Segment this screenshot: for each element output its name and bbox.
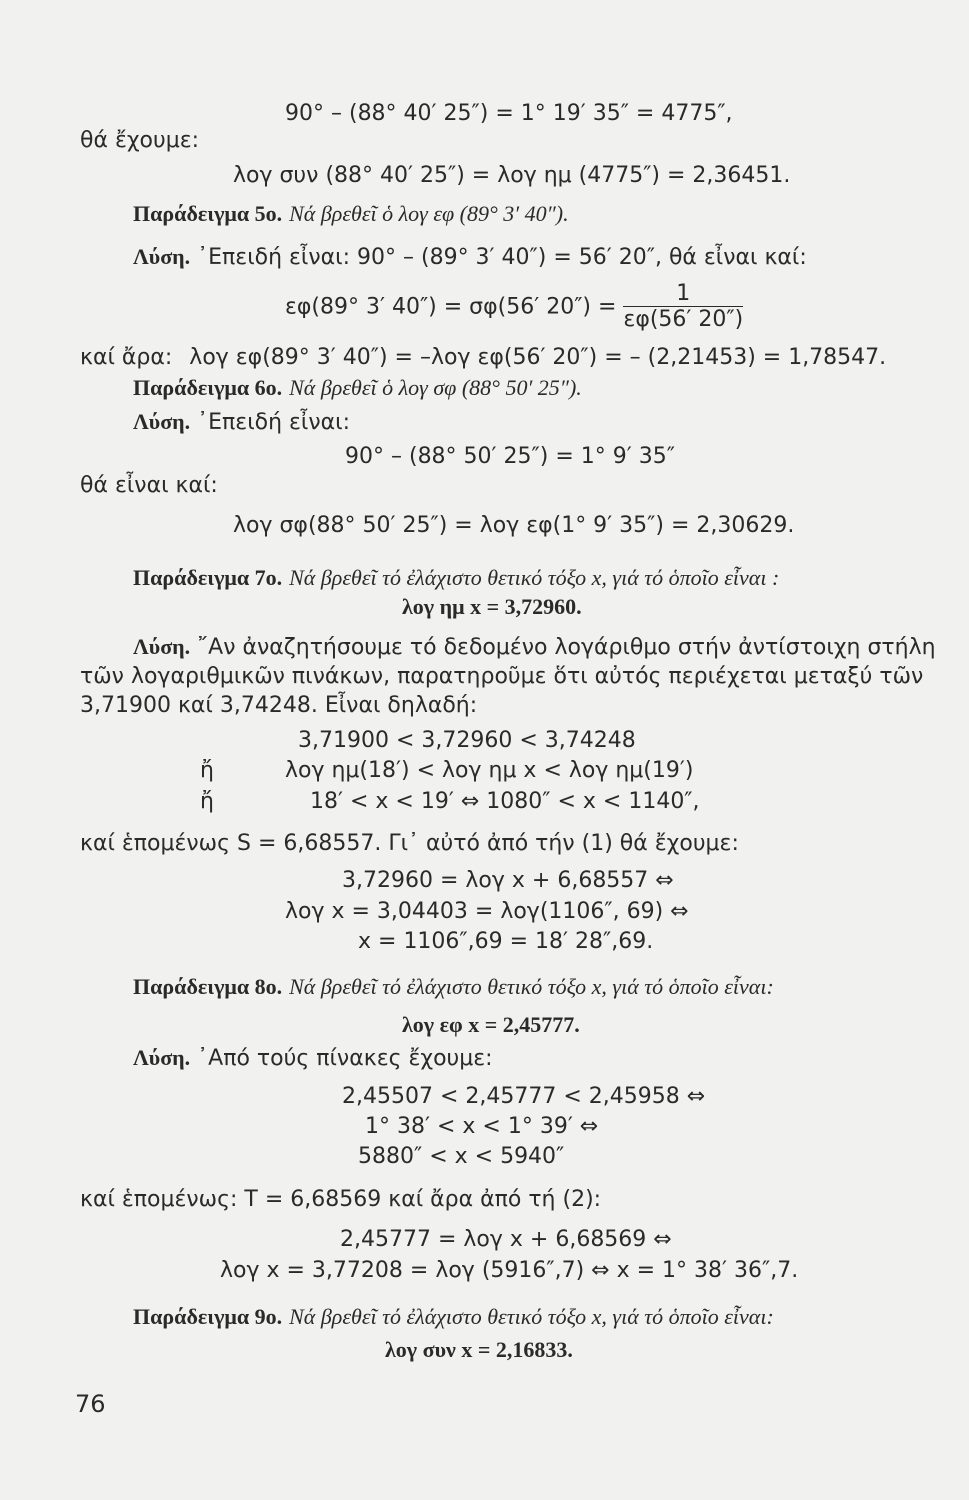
text-line: καί ἑπομένως S = 6,68557. Γι᾿ αὐτό ἀπό τήν (1) θά ἔχουμε: (80, 831, 739, 856)
solution-line (133, 633, 936, 662)
example-statement: Νά βρεθεῖ ὁ λογ εφ (89° 3′ 40″). (289, 201, 569, 226)
solution-text: ᾿Από τούς πίνακες ἔχουμε: (197, 1046, 493, 1071)
solution-text: ᾿Επειδή εἶναι: 90° – (89° 3′ 40″) = 56′ 20″, θά εἶναι καί: (197, 245, 807, 270)
solution-label: Λύση. (133, 409, 191, 434)
text-line: 3,71900 καί 3,74248. Εἶναι δηλαδή: (80, 693, 478, 718)
text-line: τῶν λογαριθμικῶν πινάκων, παρατηροῦμε ὅτι αὐτός περιέχεται μεταξύ τῶν (80, 664, 924, 689)
solution-label: Λύση. (133, 244, 191, 269)
equation-line: 2,45777 = λογ x + 6,68569 ⇔ (340, 1227, 672, 1252)
example-equation: λογ συν x = 2,16833. (385, 1337, 573, 1362)
example-statement: Νά βρεθεῖ τό ἐλάχιστο θετικό τόξο x, γιά τό ὁποῖο εἶναι: (289, 1304, 774, 1329)
fraction-equation (285, 282, 743, 333)
solution-text: ᾿Επειδή εἶναι: (197, 410, 351, 435)
example-statement: Νά βρεθεῖ τό ἐλάχιστο θετικό τόξο x, γιά τό ὁποῖο εἶναι: (289, 974, 774, 999)
solution-line (133, 408, 350, 437)
equation-text: λογ εφ(89° 3′ 40″) = –λογ εφ(56′ 20″) = – (2,21453) = 1,78547. (189, 345, 887, 370)
solution-text: ῎Αν ἀναζητήσουμε τό δεδομένο λογάριθμο στήν ἀντίστοιχη στήλη (197, 635, 936, 660)
or-marker: ἤ (200, 789, 214, 814)
inequality-line: 2,45507 < 2,45777 < 2,45958 ⇔ (342, 1084, 706, 1109)
inequality-line: 18′ < x < 19′ ⇔ 1080″ < x < 1140″, (310, 789, 700, 814)
example-label: Παράδειγμα 5ο. (133, 201, 283, 226)
inequality-line: 3,71900 < 3,72960 < 3,74248 (298, 728, 636, 753)
inequality-line: 1° 38′ < x < 1° 39′ ⇔ (365, 1114, 599, 1139)
example-statement: Νά βρεθεῖ τό ἐλάχιστο θετικό τόξο x, γιά τό ὁποῖο εἶναι : (289, 565, 780, 590)
example-heading (133, 564, 779, 593)
text-line: καί ἑπομένως: T = 6,68569 καί ἄρα ἀπό τή (2): (80, 1187, 602, 1212)
example-equation: λογ ημ x = 3,72960. (402, 594, 582, 619)
equation-line: λογ x = 3,04403 = λογ(1106″, 69) ⇔ (285, 899, 689, 924)
equation-label: καί ἄρα: (80, 345, 173, 370)
solution-label: Λύση. (133, 634, 191, 659)
equation-line: λογ συν (88° 40′ 25″) = λογ ημ (4775″) = 2,36451. (233, 163, 791, 188)
fraction-numerator: 1 (623, 282, 743, 307)
solution-line (133, 1044, 493, 1073)
equation-line: 3,72960 = λογ x + 6,68557 ⇔ (342, 868, 674, 893)
solution-line (133, 243, 807, 272)
equation-left: εφ(89° 3′ 40″) = σφ(56′ 20″) = (285, 294, 617, 320)
example-statement: Νά βρεθεῖ ὁ λογ σφ (88° 50′ 25″). (289, 375, 582, 400)
example-label: Παράδειγμα 8ο. (133, 974, 283, 999)
equation-line: 90° – (88° 50′ 25″) = 1° 9′ 35″ (345, 444, 675, 469)
text-line: θά ἔχουμε: (80, 128, 200, 153)
inequality-line: λογ ημ(18′) < λογ ημ x < λογ ημ(19′) (285, 758, 694, 783)
equation-line: x = 1106″,69 = 18′ 28″,69. (358, 929, 654, 954)
equation-line: λογ σφ(88° 50′ 25″) = λογ εφ(1° 9′ 35″) = 2,30629. (233, 513, 795, 538)
or-marker: ἤ (200, 758, 214, 783)
example-heading (133, 200, 569, 229)
example-label: Παράδειγμα 6ο. (133, 375, 283, 400)
example-heading (133, 1303, 774, 1332)
example-equation: λογ εφ x = 2,45777. (402, 1012, 580, 1037)
example-heading (133, 374, 582, 403)
example-label: Παράδειγμα 9ο. (133, 1304, 283, 1329)
text-line: θά εἶναι καί: (80, 473, 218, 498)
example-heading (133, 973, 774, 1002)
inequality-line: 5880″ < x < 5940″ (358, 1144, 565, 1169)
equation-line: λογ x = 3,77208 = λογ (5916″,7) ⇔ x = 1° 38′ 36″,7. (220, 1258, 799, 1283)
fraction-denominator: εφ(56′ 20″) (623, 307, 744, 332)
solution-label: Λύση. (133, 1045, 191, 1070)
equation-line (80, 344, 886, 372)
equation-line: 90° – (88° 40′ 25″) = 1° 19′ 35″ = 4775″, (285, 101, 733, 126)
example-label: Παράδειγμα 7ο. (133, 565, 283, 590)
fraction (623, 282, 743, 333)
page-number: 76 (75, 1390, 106, 1418)
